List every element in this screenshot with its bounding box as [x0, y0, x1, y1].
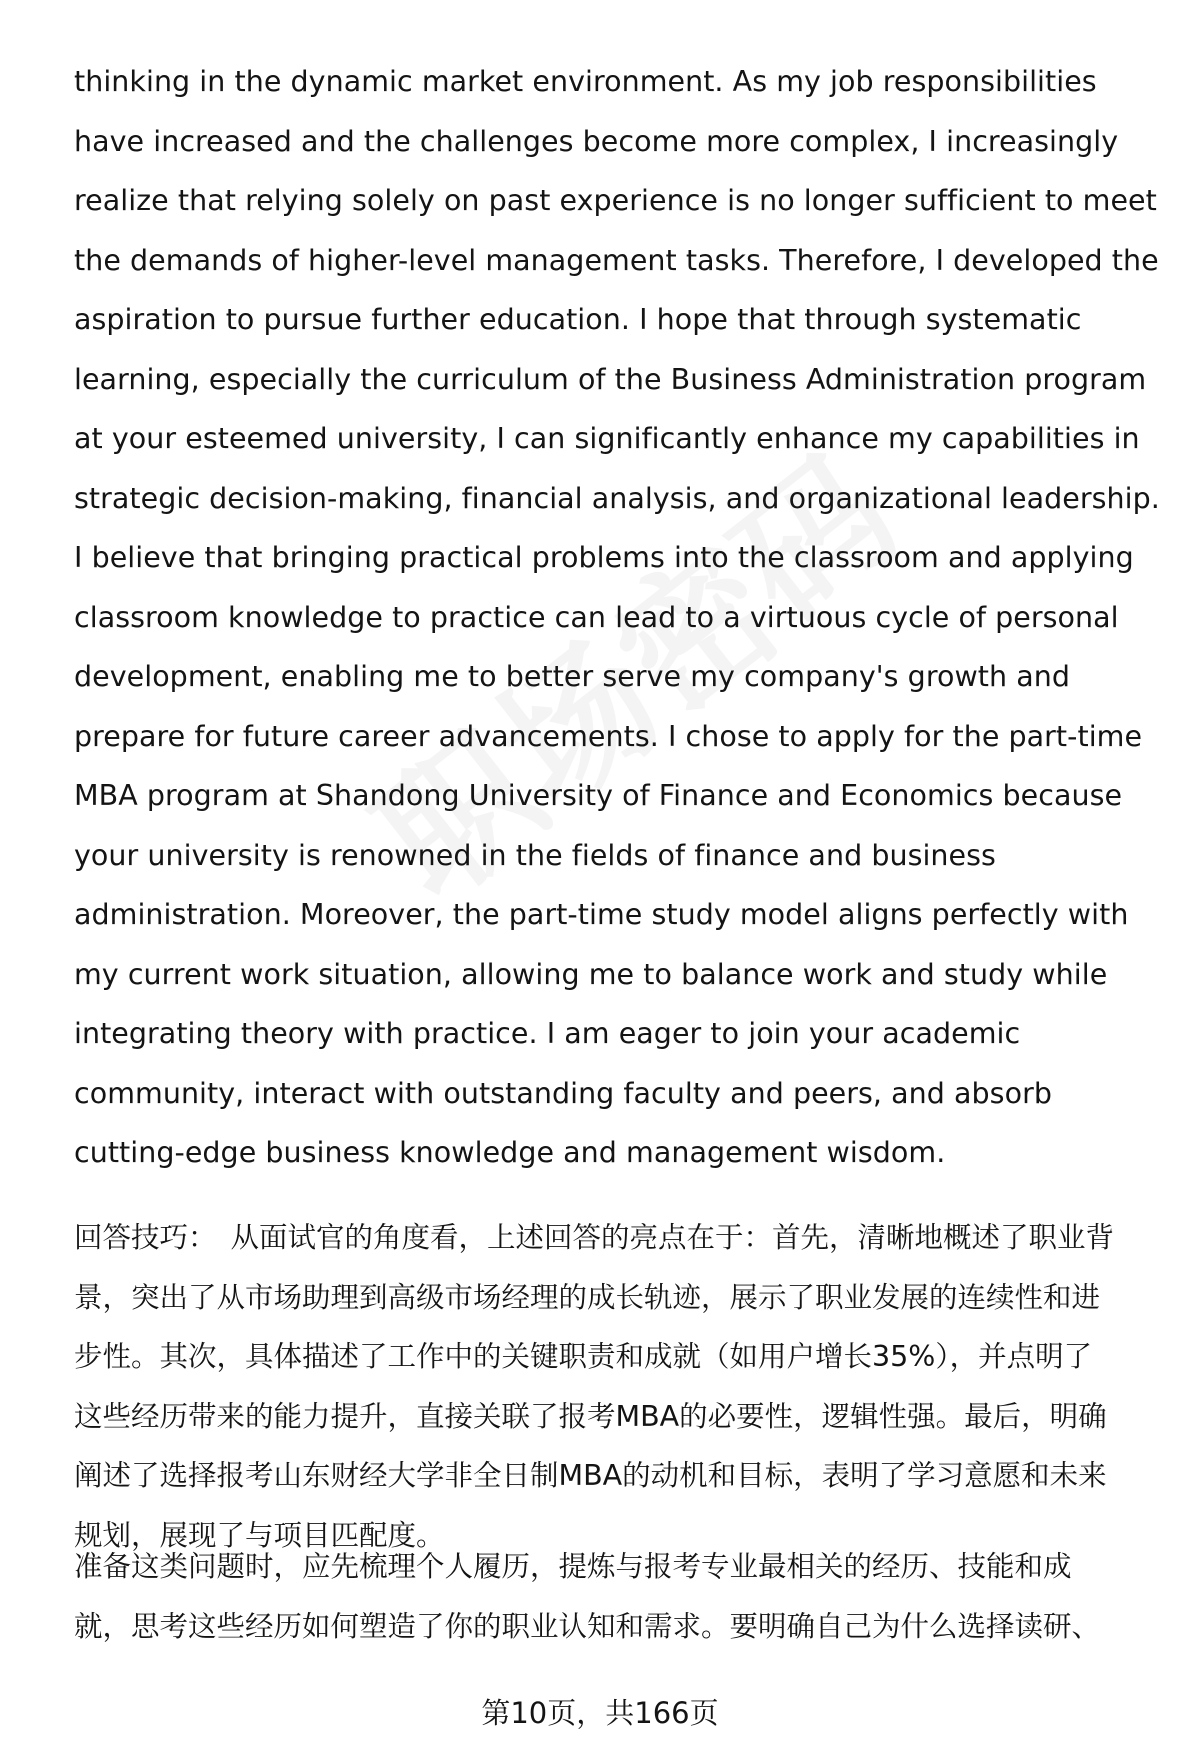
paragraph-line: realize that relying solely on past experience is no longer sufficient to meet [74, 184, 1157, 217]
tips-first-line [74, 1208, 1164, 1268]
paragraph-line: cutting-edge business knowledge and management wisdom. [74, 1136, 946, 1169]
paragraph-line: classroom knowledge to practice can lead to a virtuous cycle of personal [74, 600, 1119, 634]
paragraph-line: strategic decision-making, financial analysis, and organizational leadership. [74, 481, 1160, 515]
tips-line: 这些经历带来的能力提升，直接关联了报考MBA的必要性，逻辑性强。最后，明确 [74, 1399, 1107, 1433]
tips-text: 从面试官的角度看，上述回答的亮点在于：首先，清晰地概述了职业背 [230, 1221, 1115, 1254]
paragraph-line: community, interact with outstanding faculty and peers, and absorb [74, 1076, 1052, 1110]
paragraph-line: aspiration to pursue further education. I hope that through systematic [74, 303, 1082, 336]
preparation-line: 准备这类问题时，应先梳理个人履历，提炼与报考专业最相关的经历、技能和成 [74, 1550, 1072, 1583]
paragraph-line: thinking in the dynamic market environment. As my job responsibilities [74, 65, 1097, 98]
paragraph-line: have increased and the challenges become more complex, I increasingly [74, 124, 1119, 158]
page-number: 第10页，共166页 [481, 1696, 719, 1730]
tips-line: 规划，展现了与项目匹配度。 [74, 1518, 445, 1552]
paragraph-line: at your esteemed university, I can significantly enhance my capabilities in [74, 422, 1140, 455]
preparation-line: 就，思考这些经历如何塑造了你的职业认知和需求。要明确自己为什么选择读研、 [74, 1609, 1101, 1643]
paragraph-line: learning, especially the curriculum of the Business Administration program [74, 362, 1147, 396]
tips-label: 回答技巧： [74, 1221, 217, 1254]
tips-line: 步性。其次，具体描述了工作中的关键职责和成就（如用户增长35%），并点明了 [74, 1340, 1093, 1373]
tips-line: 阐述了选择报考山东财经大学非全日制MBA的动机和目标，表明了学习意愿和未来 [74, 1459, 1107, 1492]
paragraph-line: development, enabling me to better serve my company's growth and [74, 660, 1071, 693]
paragraph-line: my current work situation, allowing me to balance work and study while [74, 957, 1108, 991]
paragraph-line: MBA program at Shandong University of Finance and Economics because [74, 779, 1123, 812]
answer-tips-section [74, 1208, 1164, 1565]
paragraph-line: your university is renowned in the fields of finance and business [74, 838, 996, 872]
paragraph-line: the demands of higher-level management tasks. Therefore, I developed the [74, 243, 1159, 277]
english-paragraph [74, 52, 1160, 1183]
preparation-section [74, 1537, 1164, 1656]
paragraph-line: I believe that bringing practical problems into the classroom and applying [74, 541, 1134, 574]
tips-line: 景，突出了从市场助理到高级市场经理的成长轨迹，展示了职业发展的连续性和进 [74, 1280, 1101, 1314]
paragraph-line: administration. Moreover, the part-time study model aligns perfectly with [74, 898, 1129, 931]
paragraph-line: integrating theory with practice. I am eager to join your academic [74, 1017, 1021, 1050]
paragraph-line: prepare for future career advancements. I chose to apply for the part-time [74, 719, 1143, 753]
